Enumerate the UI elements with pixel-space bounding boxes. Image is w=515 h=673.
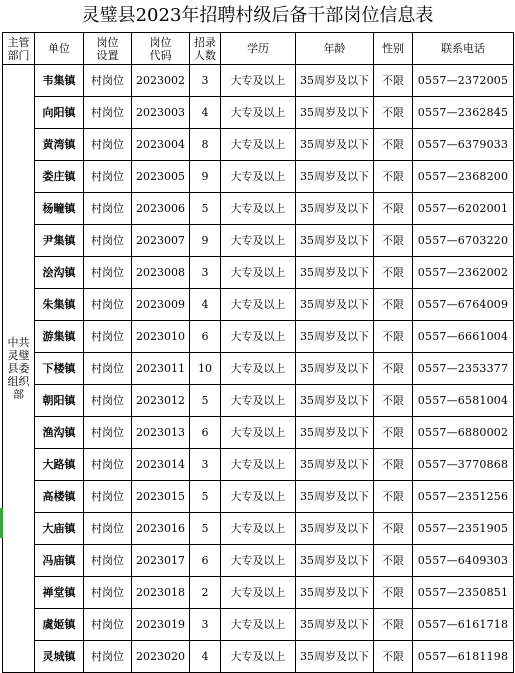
age-cell: 35周岁及以下 — [296, 545, 374, 577]
table-row — [3, 513, 514, 545]
gender-cell: 不限 — [374, 417, 413, 449]
page-title: 灵璧县2023年招聘村级后备干部岗位信息表 — [81, 5, 434, 26]
count-cell: 9 — [190, 225, 221, 257]
education-cell: 大专及以上 — [221, 577, 296, 609]
unit-cell: 朱集镇 — [35, 289, 84, 321]
gender-cell: 不限 — [374, 609, 413, 641]
code-cell: 2023015 — [132, 481, 190, 513]
age-cell: 35周岁及以下 — [296, 385, 374, 417]
unit-cell: 韦集镇 — [35, 65, 84, 97]
gender-cell: 不限 — [374, 545, 413, 577]
code-cell: 2023002 — [132, 65, 190, 97]
phone-cell: 0557—2350851 — [413, 577, 514, 609]
table-row — [3, 353, 514, 385]
unit-cell: 大路镇 — [35, 449, 84, 481]
gender-cell: 不限 — [374, 385, 413, 417]
table-row — [3, 193, 514, 225]
position-cell: 村岗位 — [84, 257, 132, 289]
table-row — [3, 449, 514, 481]
unit-cell: 尹集镇 — [35, 225, 84, 257]
gender-cell: 不限 — [374, 97, 413, 129]
count-cell: 10 — [190, 353, 221, 385]
count-cell: 3 — [190, 257, 221, 289]
code-cell: 2023005 — [132, 161, 190, 193]
header-education: 学历 — [221, 33, 296, 65]
count-cell: 4 — [190, 289, 221, 321]
age-cell: 35周岁及以下 — [296, 129, 374, 161]
age-cell: 35周岁及以下 — [296, 417, 374, 449]
count-cell: 5 — [190, 481, 221, 513]
position-cell: 村岗位 — [84, 385, 132, 417]
unit-cell: 虞姬镇 — [35, 609, 84, 641]
education-cell: 大专及以上 — [221, 129, 296, 161]
count-cell: 6 — [190, 417, 221, 449]
age-cell: 35周岁及以下 — [296, 225, 374, 257]
code-cell: 2023012 — [132, 385, 190, 417]
table-row — [3, 577, 514, 609]
header-phone: 联系电话 — [413, 33, 514, 65]
unit-cell: 下楼镇 — [35, 353, 84, 385]
age-cell: 35周岁及以下 — [296, 353, 374, 385]
education-cell: 大专及以上 — [221, 65, 296, 97]
age-cell: 35周岁及以下 — [296, 289, 374, 321]
phone-cell: 0557—2362002 — [413, 257, 514, 289]
count-cell: 5 — [190, 385, 221, 417]
table-row — [3, 257, 514, 289]
phone-cell: 0557—2351256 — [413, 481, 514, 513]
phone-cell: 0557—6409303 — [413, 545, 514, 577]
education-cell: 大专及以上 — [221, 225, 296, 257]
table-row — [3, 65, 514, 97]
unit-cell: 高楼镇 — [35, 481, 84, 513]
count-cell: 8 — [190, 129, 221, 161]
count-cell: 3 — [190, 65, 221, 97]
unit-cell: 游集镇 — [35, 321, 84, 353]
count-cell: 2 — [190, 577, 221, 609]
unit-cell: 灵城镇 — [35, 641, 84, 673]
phone-cell: 0557—2353377 — [413, 353, 514, 385]
count-cell: 5 — [190, 193, 221, 225]
gender-cell: 不限 — [374, 321, 413, 353]
table-row — [3, 225, 514, 257]
count-cell: 3 — [190, 449, 221, 481]
education-cell: 大专及以上 — [221, 385, 296, 417]
position-cell: 村岗位 — [84, 321, 132, 353]
code-cell: 2023011 — [132, 353, 190, 385]
position-cell: 村岗位 — [84, 129, 132, 161]
age-cell: 35周岁及以下 — [296, 161, 374, 193]
education-cell: 大专及以上 — [221, 161, 296, 193]
position-cell: 村岗位 — [84, 97, 132, 129]
education-cell: 大专及以上 — [221, 513, 296, 545]
phone-cell: 0557—6764009 — [413, 289, 514, 321]
gender-cell: 不限 — [374, 353, 413, 385]
header-unit: 单位 — [35, 33, 84, 65]
age-cell: 35周岁及以下 — [296, 257, 374, 289]
position-cell: 村岗位 — [84, 641, 132, 673]
gender-cell: 不限 — [374, 257, 413, 289]
unit-cell: 黄湾镇 — [35, 129, 84, 161]
age-cell: 35周岁及以下 — [296, 513, 374, 545]
education-cell: 大专及以上 — [221, 545, 296, 577]
position-cell: 村岗位 — [84, 449, 132, 481]
education-cell: 大专及以上 — [221, 417, 296, 449]
header-age: 年龄 — [296, 33, 374, 65]
position-cell: 村岗位 — [84, 161, 132, 193]
unit-cell: 杨疃镇 — [35, 193, 84, 225]
code-cell: 2023004 — [132, 129, 190, 161]
header-gender: 性别 — [374, 33, 413, 65]
position-cell: 村岗位 — [84, 609, 132, 641]
age-cell: 35周岁及以下 — [296, 641, 374, 673]
gender-cell: 不限 — [374, 193, 413, 225]
age-cell: 35周岁及以下 — [296, 577, 374, 609]
age-cell: 35周岁及以下 — [296, 97, 374, 129]
phone-cell: 0557—3770868 — [413, 449, 514, 481]
education-cell: 大专及以上 — [221, 257, 296, 289]
count-cell: 3 — [190, 609, 221, 641]
table-row — [3, 481, 514, 513]
code-cell: 2023019 — [132, 609, 190, 641]
education-cell: 大专及以上 — [221, 193, 296, 225]
gender-cell: 不限 — [374, 129, 413, 161]
gender-cell: 不限 — [374, 641, 413, 673]
unit-cell: 大庙镇 — [35, 513, 84, 545]
header-code: 岗位 代码 — [132, 33, 190, 65]
unit-cell: 渔沟镇 — [35, 417, 84, 449]
code-cell: 2023009 — [132, 289, 190, 321]
table-row — [3, 97, 514, 129]
code-cell: 2023017 — [132, 545, 190, 577]
position-cell: 村岗位 — [84, 577, 132, 609]
gender-cell: 不限 — [374, 65, 413, 97]
unit-cell: 浍沟镇 — [35, 257, 84, 289]
table-row — [3, 129, 514, 161]
gender-cell: 不限 — [374, 449, 413, 481]
department-cell: 中共灵璧县委组织部 — [3, 65, 35, 673]
header-count: 招录 人数 — [190, 33, 221, 65]
education-cell: 大专及以上 — [221, 97, 296, 129]
code-cell: 2023006 — [132, 193, 190, 225]
education-cell: 大专及以上 — [221, 449, 296, 481]
phone-cell: 0557—6581004 — [413, 385, 514, 417]
code-cell: 2023010 — [132, 321, 190, 353]
gender-cell: 不限 — [374, 289, 413, 321]
age-cell: 35周岁及以下 — [296, 449, 374, 481]
table-row — [3, 545, 514, 577]
unit-cell: 娄庄镇 — [35, 161, 84, 193]
education-cell: 大专及以上 — [221, 641, 296, 673]
position-cell: 村岗位 — [84, 513, 132, 545]
position-info-table — [2, 32, 514, 673]
age-cell: 35周岁及以下 — [296, 481, 374, 513]
phone-cell: 0557—6202001 — [413, 193, 514, 225]
phone-cell: 0557—2362845 — [413, 97, 514, 129]
phone-cell: 0557—2351905 — [413, 513, 514, 545]
gender-cell: 不限 — [374, 513, 413, 545]
position-cell: 村岗位 — [84, 289, 132, 321]
unit-cell: 朝阳镇 — [35, 385, 84, 417]
count-cell: 5 — [190, 513, 221, 545]
table-row — [3, 321, 514, 353]
count-cell: 6 — [190, 321, 221, 353]
position-cell: 村岗位 — [84, 417, 132, 449]
position-cell: 村岗位 — [84, 193, 132, 225]
count-cell: 4 — [190, 97, 221, 129]
phone-cell: 0557—6880002 — [413, 417, 514, 449]
position-cell: 村岗位 — [84, 225, 132, 257]
code-cell: 2023020 — [132, 641, 190, 673]
phone-cell: 0557—6379033 — [413, 129, 514, 161]
header-position: 岗位 设置 — [84, 33, 132, 65]
code-cell: 2023016 — [132, 513, 190, 545]
gender-cell: 不限 — [374, 161, 413, 193]
education-cell: 大专及以上 — [221, 289, 296, 321]
education-cell: 大专及以上 — [221, 353, 296, 385]
table-row — [3, 417, 514, 449]
header-dept: 主管 部门 — [3, 33, 35, 65]
position-cell: 村岗位 — [84, 353, 132, 385]
count-cell: 6 — [190, 545, 221, 577]
age-cell: 35周岁及以下 — [296, 65, 374, 97]
education-cell: 大专及以上 — [221, 609, 296, 641]
count-cell: 4 — [190, 641, 221, 673]
code-cell: 2023014 — [132, 449, 190, 481]
position-cell: 村岗位 — [84, 65, 132, 97]
age-cell: 35周岁及以下 — [296, 321, 374, 353]
table-row — [3, 609, 514, 641]
age-cell: 35周岁及以下 — [296, 193, 374, 225]
position-cell: 村岗位 — [84, 481, 132, 513]
age-cell: 35周岁及以下 — [296, 609, 374, 641]
education-cell: 大专及以上 — [221, 481, 296, 513]
gender-cell: 不限 — [374, 577, 413, 609]
phone-cell: 0557—6703220 — [413, 225, 514, 257]
gender-cell: 不限 — [374, 225, 413, 257]
gender-cell: 不限 — [374, 481, 413, 513]
phone-cell: 0557—2372005 — [413, 65, 514, 97]
table-row — [3, 641, 514, 673]
margin-marker — [0, 508, 3, 538]
code-cell: 2023007 — [132, 225, 190, 257]
unit-cell: 冯庙镇 — [35, 545, 84, 577]
phone-cell: 0557—6661004 — [413, 321, 514, 353]
phone-cell: 0557—2368200 — [413, 161, 514, 193]
education-cell: 大专及以上 — [221, 321, 296, 353]
phone-cell: 0557—6181198 — [413, 641, 514, 673]
unit-cell: 禅堂镇 — [35, 577, 84, 609]
code-cell: 2023018 — [132, 577, 190, 609]
table-row — [3, 161, 514, 193]
phone-cell: 0557—6161718 — [413, 609, 514, 641]
code-cell: 2023003 — [132, 97, 190, 129]
table-row — [3, 289, 514, 321]
count-cell: 9 — [190, 161, 221, 193]
position-cell: 村岗位 — [84, 545, 132, 577]
table-row — [3, 385, 514, 417]
unit-cell: 向阳镇 — [35, 97, 84, 129]
code-cell: 2023013 — [132, 417, 190, 449]
table-header-row — [3, 33, 514, 65]
code-cell: 2023008 — [132, 257, 190, 289]
